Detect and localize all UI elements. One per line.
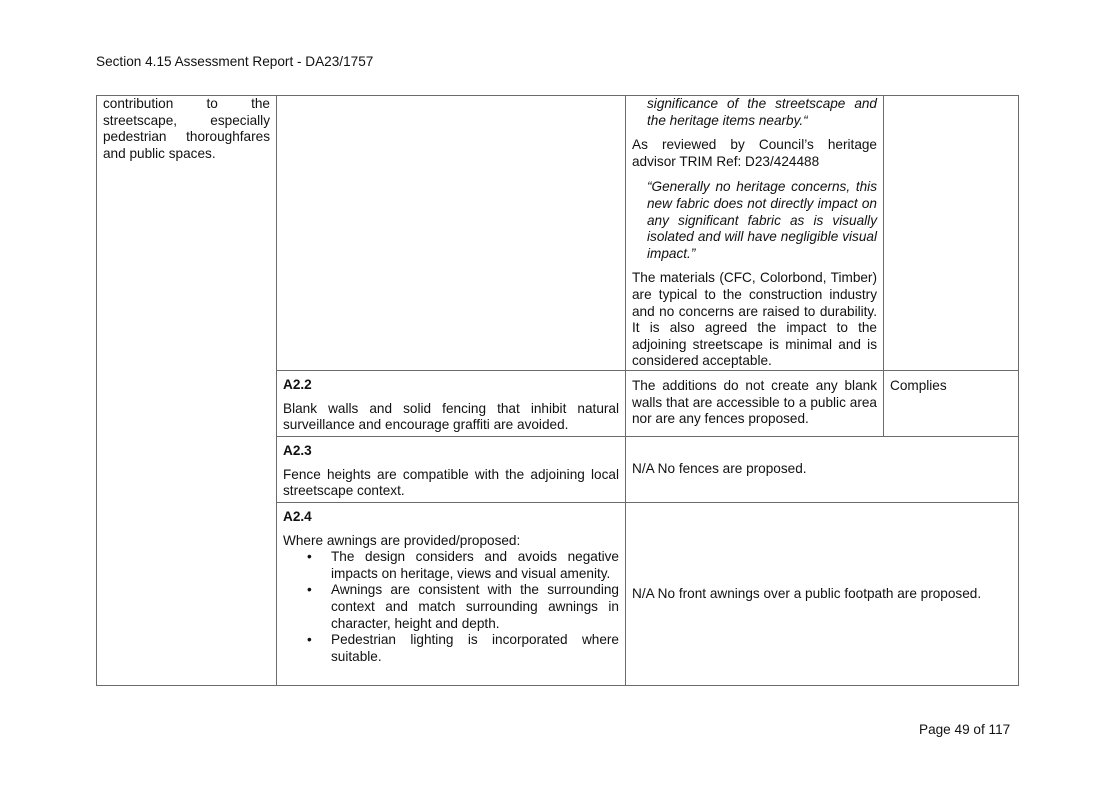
comment-cell: The additions do not create any blank walls that are accessible to a public area nor are any fences proposed. <box>626 371 884 437</box>
page-header: Section 4.15 Assessment Report - DA23/1757 <box>96 54 374 69</box>
control-cell <box>277 371 626 437</box>
objective-cell: contribution to the streetscape, especially pedestrian thoroughfares and public spaces. <box>97 96 277 686</box>
comment-cell: N/A No front awnings over a public footpath are proposed. <box>626 503 1019 686</box>
compliance-status: Complies <box>884 371 1019 437</box>
quote-streetscape: significance of the streetscape and the heritage items nearby.“ <box>647 96 877 128</box>
control-text: Blank walls and solid fencing that inhibit natural surveillance and encourage graffiti are avoided. <box>283 400 619 433</box>
control-intro: Where awnings are provided/proposed: <box>283 532 521 548</box>
heritage-review-text: As reviewed by Council’s heritage advisor TRIM Ref: D23/424488 <box>632 137 877 169</box>
page-number: Page 49 of 117 <box>919 722 1011 737</box>
comment-cell: N/A No fences are proposed. <box>626 437 1019 503</box>
materials-text: The materials (CFC, Colorbond, Timber) are typical to the construction industry and no concerns are raised to durability. It is also agreed the impact to the adjoining streetscape is minimal and is considered acceptable. <box>632 270 877 369</box>
comment-cell <box>626 96 884 371</box>
list-item: • Pedestrian lighting is incorporated where suitable. <box>283 632 619 665</box>
heritage-advisor-quote: “Generally no heritage concerns, this new fabric does not directly impact on any significant fabric as is visually isolated and will have negligible visual impact.” <box>647 179 877 261</box>
control-code: A2.3 <box>283 443 312 458</box>
control-cell-empty <box>277 96 626 371</box>
list-item: • The design considers and avoids negative impacts on heritage, views and visual amenity. <box>283 549 619 582</box>
bullet-list <box>283 549 619 665</box>
table-row <box>97 96 1019 371</box>
control-code: A2.2 <box>283 377 312 392</box>
control-cell <box>277 437 626 503</box>
compliance-cell-empty <box>884 96 1019 371</box>
control-cell <box>277 503 626 686</box>
control-text: Fence heights are compatible with the adjoining local streetscape context. <box>283 466 619 499</box>
assessment-table <box>96 95 1019 686</box>
list-item: • Awnings are consistent with the surrounding context and match surrounding awnings in character, height and depth. <box>283 582 619 632</box>
control-code: A2.4 <box>283 509 312 524</box>
